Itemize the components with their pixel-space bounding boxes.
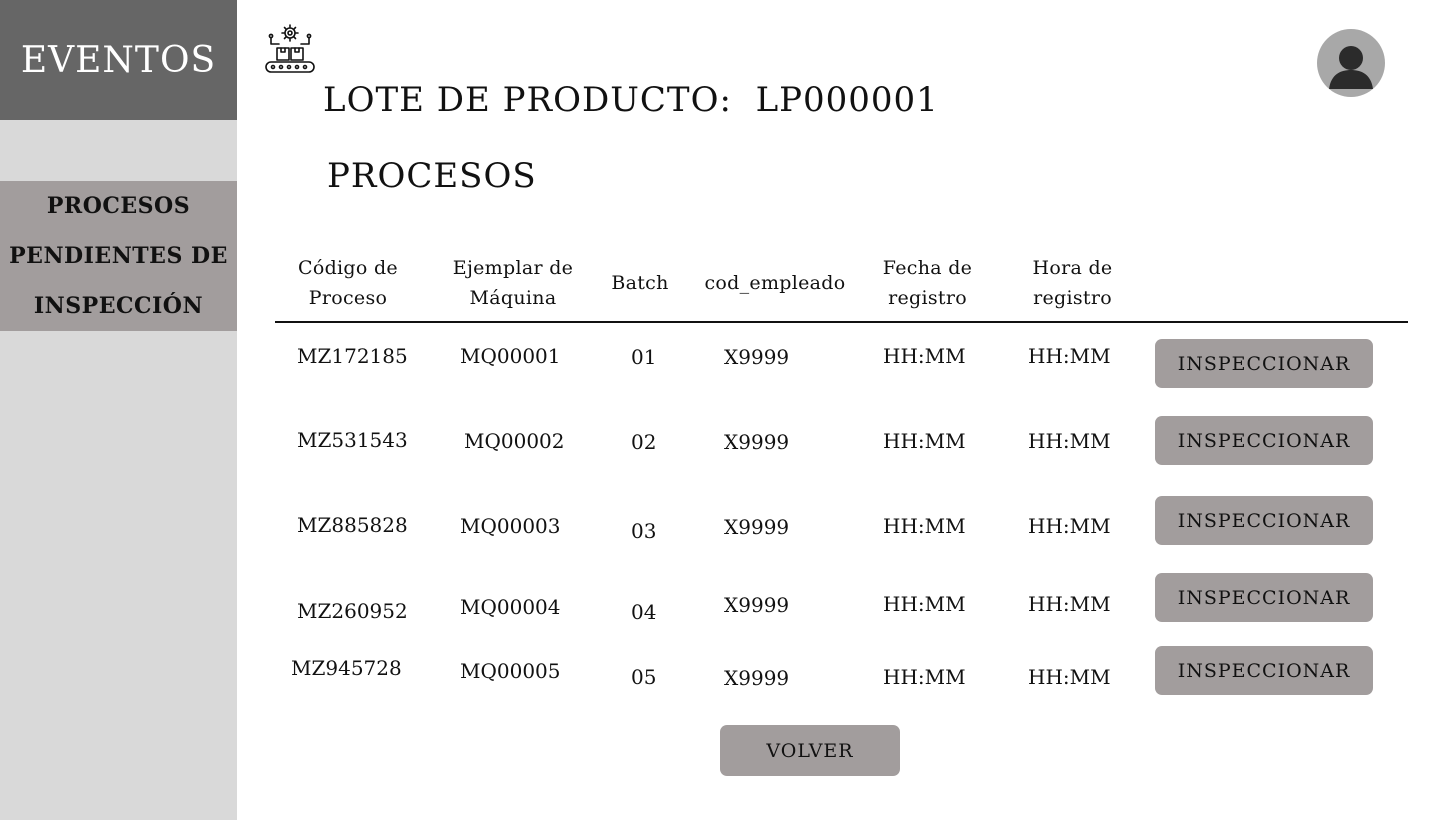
sidebar-header xyxy=(0,0,237,120)
sidebar-item-procesos-pendientes[interactable] xyxy=(0,181,237,331)
column-header-line: Hora de xyxy=(1032,257,1113,279)
inspeccionar-button[interactable]: INSPECCIONAR xyxy=(1155,416,1373,465)
column-header-line: Fecha de xyxy=(882,257,973,279)
cell-empleado: X9999 xyxy=(724,345,790,369)
column-header-line: registro xyxy=(1033,287,1112,309)
cell-maquina: MQ00002 xyxy=(464,429,565,453)
cell-batch: 05 xyxy=(631,665,657,689)
column-header-fecha xyxy=(870,253,985,313)
table-header-divider xyxy=(275,321,1408,323)
cell-fecha: HH:MM xyxy=(883,665,966,689)
cell-empleado: X9999 xyxy=(724,515,790,539)
user-avatar-icon[interactable] xyxy=(1317,29,1385,97)
cell-empleado: X9999 xyxy=(724,593,790,617)
sidebar xyxy=(0,0,237,820)
lote-label: LOTE DE PRODUCTO: xyxy=(323,80,732,120)
cell-maquina: MQ00005 xyxy=(460,659,561,683)
volver-button[interactable]: VOLVER xyxy=(720,725,900,776)
cell-codigo: MZ531543 xyxy=(297,428,408,452)
cell-batch: 02 xyxy=(631,430,657,454)
cell-hora: HH:MM xyxy=(1028,344,1111,368)
column-header-line: cod_empleado xyxy=(704,272,846,294)
cell-maquina: MQ00003 xyxy=(460,514,561,538)
column-header-hora xyxy=(1015,253,1130,313)
cell-hora: HH:MM xyxy=(1028,514,1111,538)
cell-batch: 01 xyxy=(631,345,657,369)
column-header-line: Código de xyxy=(298,257,398,279)
column-header-line: Proceso xyxy=(308,287,388,309)
cell-hora: HH:MM xyxy=(1028,592,1111,616)
column-header-line: registro xyxy=(888,287,967,309)
column-header-empleado xyxy=(690,268,860,298)
cell-fecha: HH:MM xyxy=(883,344,966,368)
page-title xyxy=(323,80,939,120)
cell-codigo: MZ885828 xyxy=(297,513,408,537)
sidebar-item-label-line: PROCESOS xyxy=(46,193,191,219)
cell-hora: HH:MM xyxy=(1028,665,1111,689)
cell-maquina: MQ00001 xyxy=(460,344,561,368)
sidebar-item-label-line: INSPECCIÓN xyxy=(33,293,204,319)
inspeccionar-button[interactable]: INSPECCIONAR xyxy=(1155,646,1373,695)
column-header-maquina xyxy=(438,253,588,313)
sidebar-item-label xyxy=(9,181,228,331)
column-header-line: Batch xyxy=(611,272,669,294)
cell-codigo: MZ945728 xyxy=(291,656,402,680)
cell-codigo: MZ260952 xyxy=(297,599,408,623)
cell-maquina: MQ00004 xyxy=(460,595,561,619)
inspeccionar-button[interactable]: INSPECCIONAR xyxy=(1155,339,1373,388)
cell-empleado: X9999 xyxy=(724,666,790,690)
column-header-line: Máquina xyxy=(469,287,557,309)
cell-fecha: HH:MM xyxy=(883,429,966,453)
inspeccionar-button[interactable]: INSPECCIONAR xyxy=(1155,496,1373,545)
column-header-line: Ejemplar de xyxy=(452,257,574,279)
section-title: PROCESOS xyxy=(327,156,537,196)
cell-batch: 04 xyxy=(631,600,657,624)
column-header-codigo xyxy=(278,253,418,313)
inspeccionar-button[interactable]: INSPECCIONAR xyxy=(1155,573,1373,622)
sidebar-title: EVENTOS xyxy=(20,39,217,81)
cell-batch: 03 xyxy=(631,519,657,543)
column-header-batch xyxy=(600,268,680,298)
cell-fecha: HH:MM xyxy=(883,514,966,538)
sidebar-item-label-line: PENDIENTES DE xyxy=(9,243,228,269)
cell-fecha: HH:MM xyxy=(883,592,966,616)
lote-value: LP000001 xyxy=(755,80,939,120)
cell-hora: HH:MM xyxy=(1028,429,1111,453)
cell-codigo: MZ172185 xyxy=(297,344,408,368)
cell-empleado: X9999 xyxy=(724,430,790,454)
factory-conveyor-icon xyxy=(263,22,317,76)
